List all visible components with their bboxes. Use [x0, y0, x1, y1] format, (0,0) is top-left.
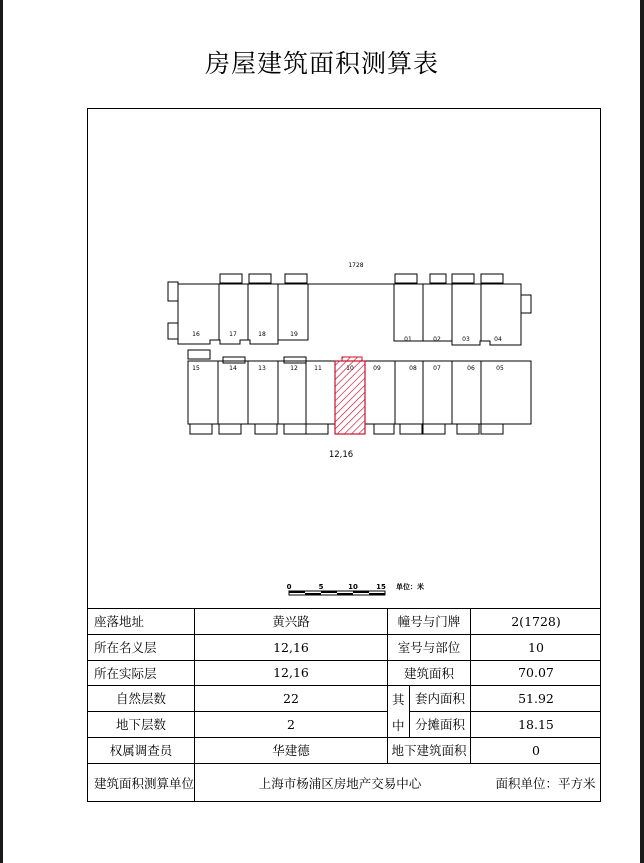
page-edge-right	[640, 0, 644, 863]
surveyor-value: 华建德	[272, 743, 310, 758]
room-label: 05	[496, 365, 504, 372]
scale-bar	[287, 582, 424, 595]
build-area-value: 70.07	[518, 665, 554, 680]
underground-floors-label: 地下层数	[115, 717, 166, 732]
room-label: 13	[258, 365, 266, 372]
svg-text:15: 15	[376, 583, 386, 591]
room-label: 01	[404, 336, 412, 343]
shared-area-label: 分摊面积	[414, 717, 465, 732]
survey-unit-value: 上海市杨浦区房地产交易中心	[258, 775, 422, 791]
address-value: 黄兴路	[272, 614, 310, 629]
actual-floor-label: 所在实际层	[94, 665, 157, 681]
room-label: 10	[346, 365, 354, 372]
svg-text:5: 5	[318, 583, 324, 591]
building-no-value: 2(1728)	[511, 613, 561, 629]
room-label: 18	[258, 331, 266, 338]
room-label: 15	[192, 365, 200, 372]
underground-area-value: 0	[532, 742, 540, 758]
room-label: 03	[462, 336, 470, 343]
floor-plan	[87, 108, 601, 608]
underground-area-label: 地下建筑面积	[391, 743, 467, 758]
wing-top-right	[394, 284, 521, 345]
room-label: 12	[290, 365, 298, 372]
svg-text:10: 10	[348, 583, 358, 591]
room-label: 16	[192, 331, 200, 338]
building-label: 1728	[348, 262, 364, 269]
floor-label: 12,16	[328, 450, 354, 460]
nominal-floor-label: 所在名义层	[94, 640, 157, 655]
inner-area-label: 套内面积	[414, 691, 465, 706]
underground-floors-value: 2	[287, 716, 295, 732]
room-label: 17	[229, 331, 237, 338]
room-label: 19	[290, 331, 298, 338]
survey-unit-label: 建筑面积测算单位	[94, 775, 195, 791]
room-label: 08	[409, 365, 417, 372]
address-label: 座落地址	[94, 614, 145, 629]
room-label: 07	[433, 365, 441, 372]
room-no-value: 10	[528, 639, 544, 655]
room-label: 02	[433, 336, 441, 343]
room-label: 11	[314, 365, 322, 372]
room-label: 06	[467, 365, 475, 372]
surveyor-label: 权属调查员	[109, 743, 173, 758]
building-no-label: 幢号与门牌	[397, 614, 461, 629]
actual-floor-value: 12,16	[273, 665, 309, 680]
shared-area-value: 18.15	[518, 716, 554, 732]
natural-floors-label: 自然层数	[115, 691, 166, 706]
inner-area-value: 51.92	[518, 690, 554, 706]
room-label: 04	[494, 336, 502, 343]
nominal-floor-value: 12,16	[273, 639, 309, 655]
qi-char-2: 中	[392, 718, 405, 733]
page-edge-left	[0, 0, 3, 863]
qi-char-1: 其	[392, 692, 405, 707]
room-label: 09	[373, 365, 381, 372]
page-title: 房屋建筑面积测算表	[204, 49, 439, 78]
build-area-label: 建筑面积	[403, 665, 454, 681]
svg-text:0: 0	[286, 583, 292, 591]
room-label: 14	[229, 365, 237, 372]
scale-unit: 单位：米	[396, 583, 424, 591]
room-no-label: 室号与部位	[397, 640, 461, 655]
area-unit: 面积单位：平方米	[495, 775, 596, 791]
natural-floors-value: 22	[283, 690, 299, 706]
